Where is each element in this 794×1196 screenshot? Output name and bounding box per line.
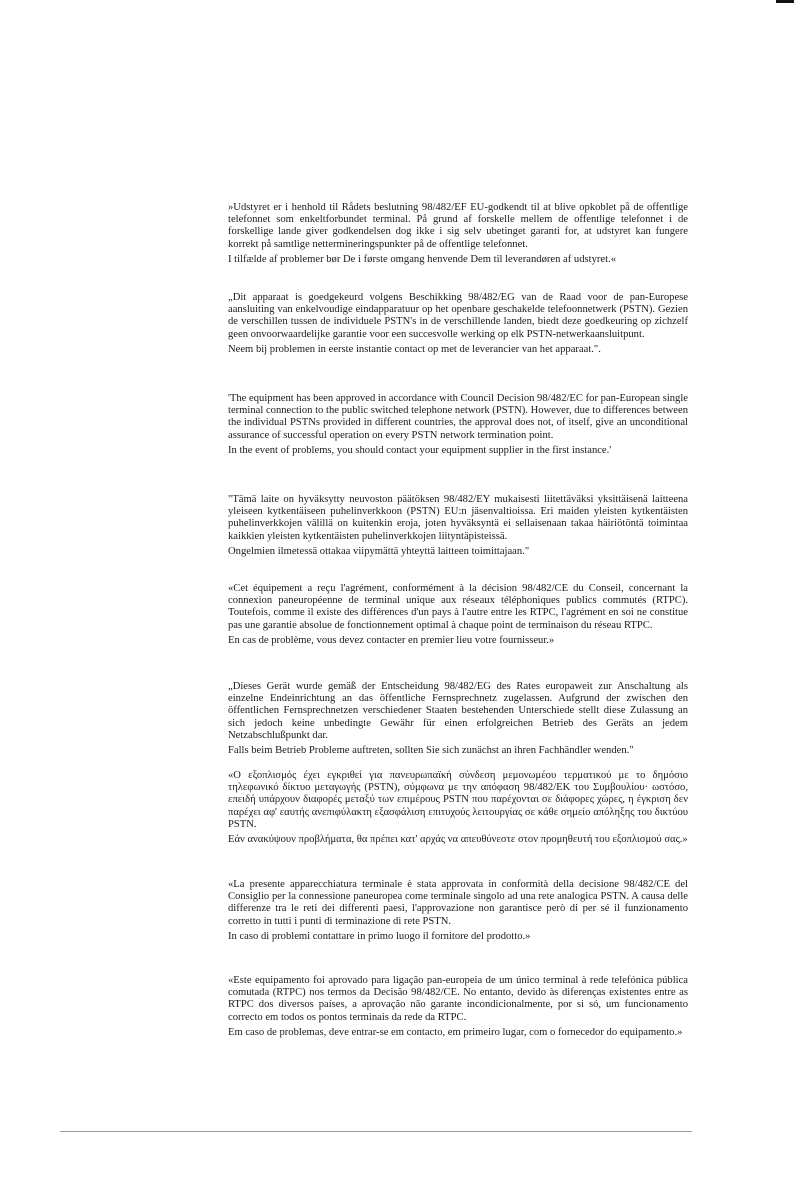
statement-dutch-approval: „Dit apparaat is goedgekeurd volgens Beschikking 98/482/EG van de Raad voor de pan-Europese aansluiting van enkelvoudige eindapparatuur op het openbare geschakelde telefoonnetwerk (PSTN). Gezien de verschillen tussen de individuele PSTN's in de verschillende landen, biedt deze goedkeuring op zichzelf geen onvoorwaardelijke garantie voor een succesvolle werking op elk PSTN-netwerkaansluitpunt. <box>228 292 688 340</box>
statement-italian-contact: In caso di problemi contattare in primo luogo il fornitore del prodotto.» <box>228 930 531 942</box>
page-corner-mark <box>776 0 794 3</box>
statement-english <box>228 393 688 457</box>
statement-german <box>228 681 688 757</box>
statement-finnish <box>228 494 688 558</box>
statement-greek-contact: Εάν ανακύψουν προβλήματα, θα πρέπει κατ' αρχάς να απευθύνεστε στον προμηθευτή του εξοπλισμού σας.» <box>228 834 688 846</box>
statement-german-contact: Falls beim Betrieb Probleme auftreten, sollten Sie sich zunächst an ihren Fachhändler wenden." <box>228 745 634 757</box>
statement-italian-approval: «La presente apparecchiatura terminale è stata approvata in conformità della decisione 98/482/CE del Consiglio per la connessione paneuropea come terminale singolo ad una rete analogica PSTN. A causa delle differenze tra le reti dei differenti paesi, l'approvazione non garantisce però di per sé il funzionamento corretto in tutti i punti di terminazione di rete PSTN. <box>228 879 688 927</box>
statement-portuguese-approval: «Este equipamento foi aprovado para ligação pan-europeia de um único terminal à rede telefónica pública comutada (RTPC) nos termos da Decisão 98/482/CE. No entanto, devido às diferenças existentes entre as RTPC dos diversos países, a aprovação não garante incondicionalmente, por si só, um funcionamento correcto em todos os pontos terminais da rede da RTPC. <box>228 975 688 1023</box>
statement-french-contact: En cas de problème, vous devez contacter en premier lieu votre fournisseur.» <box>228 634 555 646</box>
statement-english-approval: 'The equipment has been approved in accordance with Council Decision 98/482/EC for pan-European single terminal connection to the public switched telephone network (PSTN). However, due to differences between the individual PSTNs provided in different countries, the approval does not, of itself, give an unconditional assurance of successful operation on every PSTN network termination point. <box>228 393 688 441</box>
statement-danish-approval: »Udstyret er i henhold til Rådets beslutning 98/482/EF EU-godkendt til at blive opkoblet på de offentlige telefonnet som enkeltforbundet terminal. På grund af forskelle mellem de offentlige telefonnet i de forskellige lande giver godkendelsen dog ikke i sig selv ubetinget garanti for, at udstyret kan fungere korrekt på samtlige nettermineringspunkter på de offentlige telefonnet. <box>228 202 688 250</box>
statement-italian <box>228 879 688 943</box>
statement-greek-approval: «Ο εξοπλισμός έχει εγκριθεί για πανευρωπαϊκή σύνδεση μεμονωμέου τερματικού με το δημόσιο τηλεφωνικό δίκτυο μεταγωγής (PSTN), σύμφωνα με την απόφαση 98/482/ΕΚ του Συμβουλίου· ωστόσο, επειδή υπάρχουν διαφορές μεταξύ των επιμέρους PSTN που παρέχονται σε διάφορες χώρες, η έγκριση δεν παρέχει αφ' εαυτής ανεπιφύλακτη εξασφάλιση επιτυχούς λειτουργίας σε κάθε σημείο απόληξης του δικτύου PSTN. <box>228 770 688 830</box>
statement-german-approval: „Dieses Gerät wurde gemäß der Entscheidung 98/482/EG des Rates europaweit zur Anschaltung als einzelne Endeinrichtung an das öffentliche Fernsprechnetz zugelassen. Aufgrund der zwischen den öffentlichen Fernsprechnetzen verschiedener Staaten bestehenden Unterschiede stellt diese Zulassung an sich jedoch keine unbedingte Gewähr für einen erfolgreichen Betrieb des Geräts an jedem Netzabschlußpunkt dar. <box>228 681 688 741</box>
footer-rule <box>60 1131 692 1132</box>
statement-danish <box>228 202 688 266</box>
statement-portuguese <box>228 975 688 1039</box>
statement-dutch <box>228 292 688 356</box>
statement-portuguese-contact: Em caso de problemas, deve entrar-se em contacto, em primeiro lugar, com o fornecedor do equipamento.» <box>228 1026 683 1038</box>
statement-french <box>228 583 688 647</box>
statement-finnish-approval: "Tämä laite on hyväksytty neuvoston päätöksen 98/482/EY mukaisesti liitettäväksi yksittäisenä laitteena yleiseen kytkentäiseen puhelinverkkoon (PSTN) EU:n jäsenvaltioissa. Eri maiden yleisten kytkentäisten puhelinverkkojen välillä on kuitenkin eroja, joten hyväksyntä ei sellaisenaan takaa häiriötöntä toimintaa kaikkien yleisten kytkentäisten puhelinverkkojen liityntäpisteissä. <box>228 494 688 542</box>
statement-french-approval: «Cet équipement a reçu l'agrément, conformément à la décision 98/482/CE du Conseil, concernant la connexion paneuropéenne de terminal unique aux réseaux téléphoniques publics commutés (RTPC). Toutefois, comme il existe des différences d'un pays à l'autre entre les RTPC, l'agrément en soi ne constitue pas une garantie absolue de fonctionnement optimal à chaque point de terminaison du réseau RTPC. <box>228 583 688 631</box>
statement-danish-contact: I tilfælde af problemer bør De i første omgang henvende Dem til leverandøren af udstyret.« <box>228 253 617 265</box>
statement-greek <box>228 770 688 846</box>
statement-english-contact: In the event of problems, you should contact your equipment supplier in the first instance.' <box>228 444 612 456</box>
statement-finnish-contact: Ongelmien ilmetessä ottakaa viipymättä yhteyttä laitteen toimittajaan." <box>228 545 530 557</box>
statement-dutch-contact: Neem bij problemen in eerste instantie contact op met de leverancier van het apparaat.". <box>228 343 601 355</box>
